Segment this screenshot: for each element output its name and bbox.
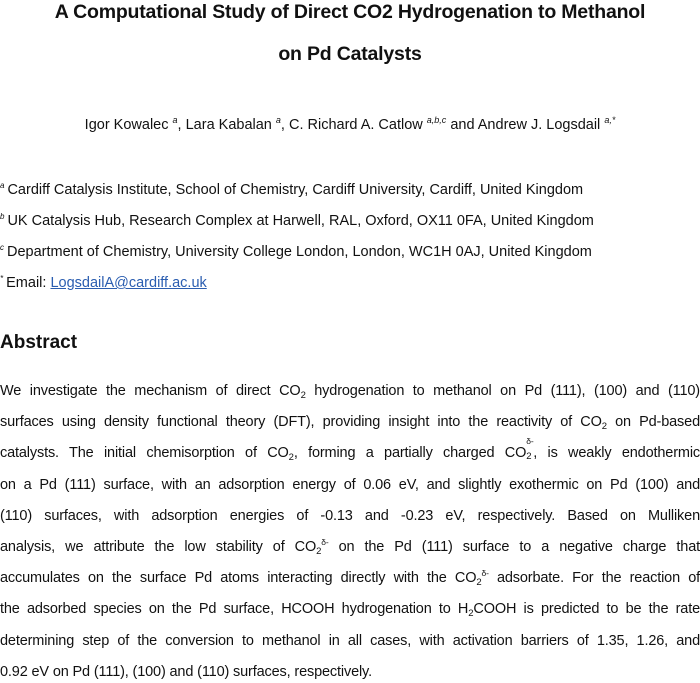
affiliation-text: Cardiff Catalysis Institute, School of Chemistry, Cardiff University, Cardiff, United Kingdom [7,182,584,198]
author-separator: , [177,117,186,133]
abstract-line: analysis, we attribute the low stability of $CO_2^{\delta-}$ on the Pd (111) surface to a negative charge that [0,536,700,557]
affiliation-mark: a [0,181,5,190]
email-link[interactable]: LogsdailA@cardiff.ac.uk [50,275,207,291]
abstract-line: accumulates on the surface Pd atoms interacting directly with the $CO_2^{\delta-}$ adsorbate. For the reaction of [0,568,700,589]
abstract-line: determining step of the conversion to methanol in all cases, with activation barriers of 1.35, 1.26, and [0,632,700,649]
subscript: 2 [300,390,306,401]
abstract-line: catalysts. The initial chemisorption of $CO_2$, forming a partially charged CO 2 δ- , is weakly endothermic [0,436,700,464]
abstract-line: on a Pd (111) surface, with an adsorption energy of 0.06 eV, and slightly exothermic on Pd (100) and [0,476,700,493]
author-affiliation-mark: a,* [604,115,616,125]
author-conjunction: and [446,117,478,133]
abstract-line: surfaces using density functional theory (DFT), providing insight into the reactivity of $CO_2$ on Pd-based [0,414,700,433]
email-mark: * [0,274,4,283]
author-name: Igor Kowalec [84,117,169,133]
subscript: 2 [601,421,607,433]
abstract-body [0,376,700,683]
author-list [0,114,700,136]
paper-title-line-2: on Pd Catalysts [278,43,422,65]
affiliation-mark: c [0,243,4,252]
abstract-line: We investigate the mechanism of direct $CO_2$ hydrogenation to methanol on Pd (111), (100) and (110) [0,383,700,401]
author-name: C. Richard A. Catlow [288,117,423,133]
author-separator: , [280,117,289,133]
affiliation-mark: b [0,212,5,221]
affiliation [0,211,594,231]
abstract-line: (110) surfaces, with adsorption energies of -0.13 and -0.23 eV, respectively. Based on Mulliken [0,507,700,524]
affiliation [0,180,583,200]
author-affiliation-mark: a [172,115,178,125]
paper-title-line-1: A Computational Study of Direct CO2 Hydrogenation to Methanol [54,1,646,23]
subscript: 2 [468,608,474,620]
superscript: δ- [321,536,329,547]
abstract-line: 0.92 eV on Pd (111), (100) and (110) surfaces, respectively. [0,663,372,680]
sub-superscript: 2 δ- [526,436,534,463]
affiliation [0,242,592,262]
author-name: Lara Kabalan [185,117,272,133]
author-affiliation-mark: a,b,c [426,115,447,125]
abstract-heading: Abstract [0,332,78,353]
subscript: 2 [288,452,294,464]
subscript: 2 [316,545,322,557]
author-affiliation-mark: a [275,115,281,125]
corresponding-email [0,273,207,293]
email-label: Email: [6,275,51,291]
subscript: 2 [476,577,482,589]
superscript: δ- [481,568,489,579]
affiliation-text: UK Catalysis Hub, Research Complex at Harwell, RAL, Oxford, OX11 0FA, United Kingdom [7,213,594,229]
abstract-line: the adsorbed species on the Pd surface, HCOOH hydrogenation to $H_2COOH$ is predicted to be the rate [0,601,700,620]
author-name: Andrew J. Logsdail [477,117,601,133]
affiliation-text: Department of Chemistry, University College London, London, WC1H 0AJ, United Kingdom [7,244,592,260]
